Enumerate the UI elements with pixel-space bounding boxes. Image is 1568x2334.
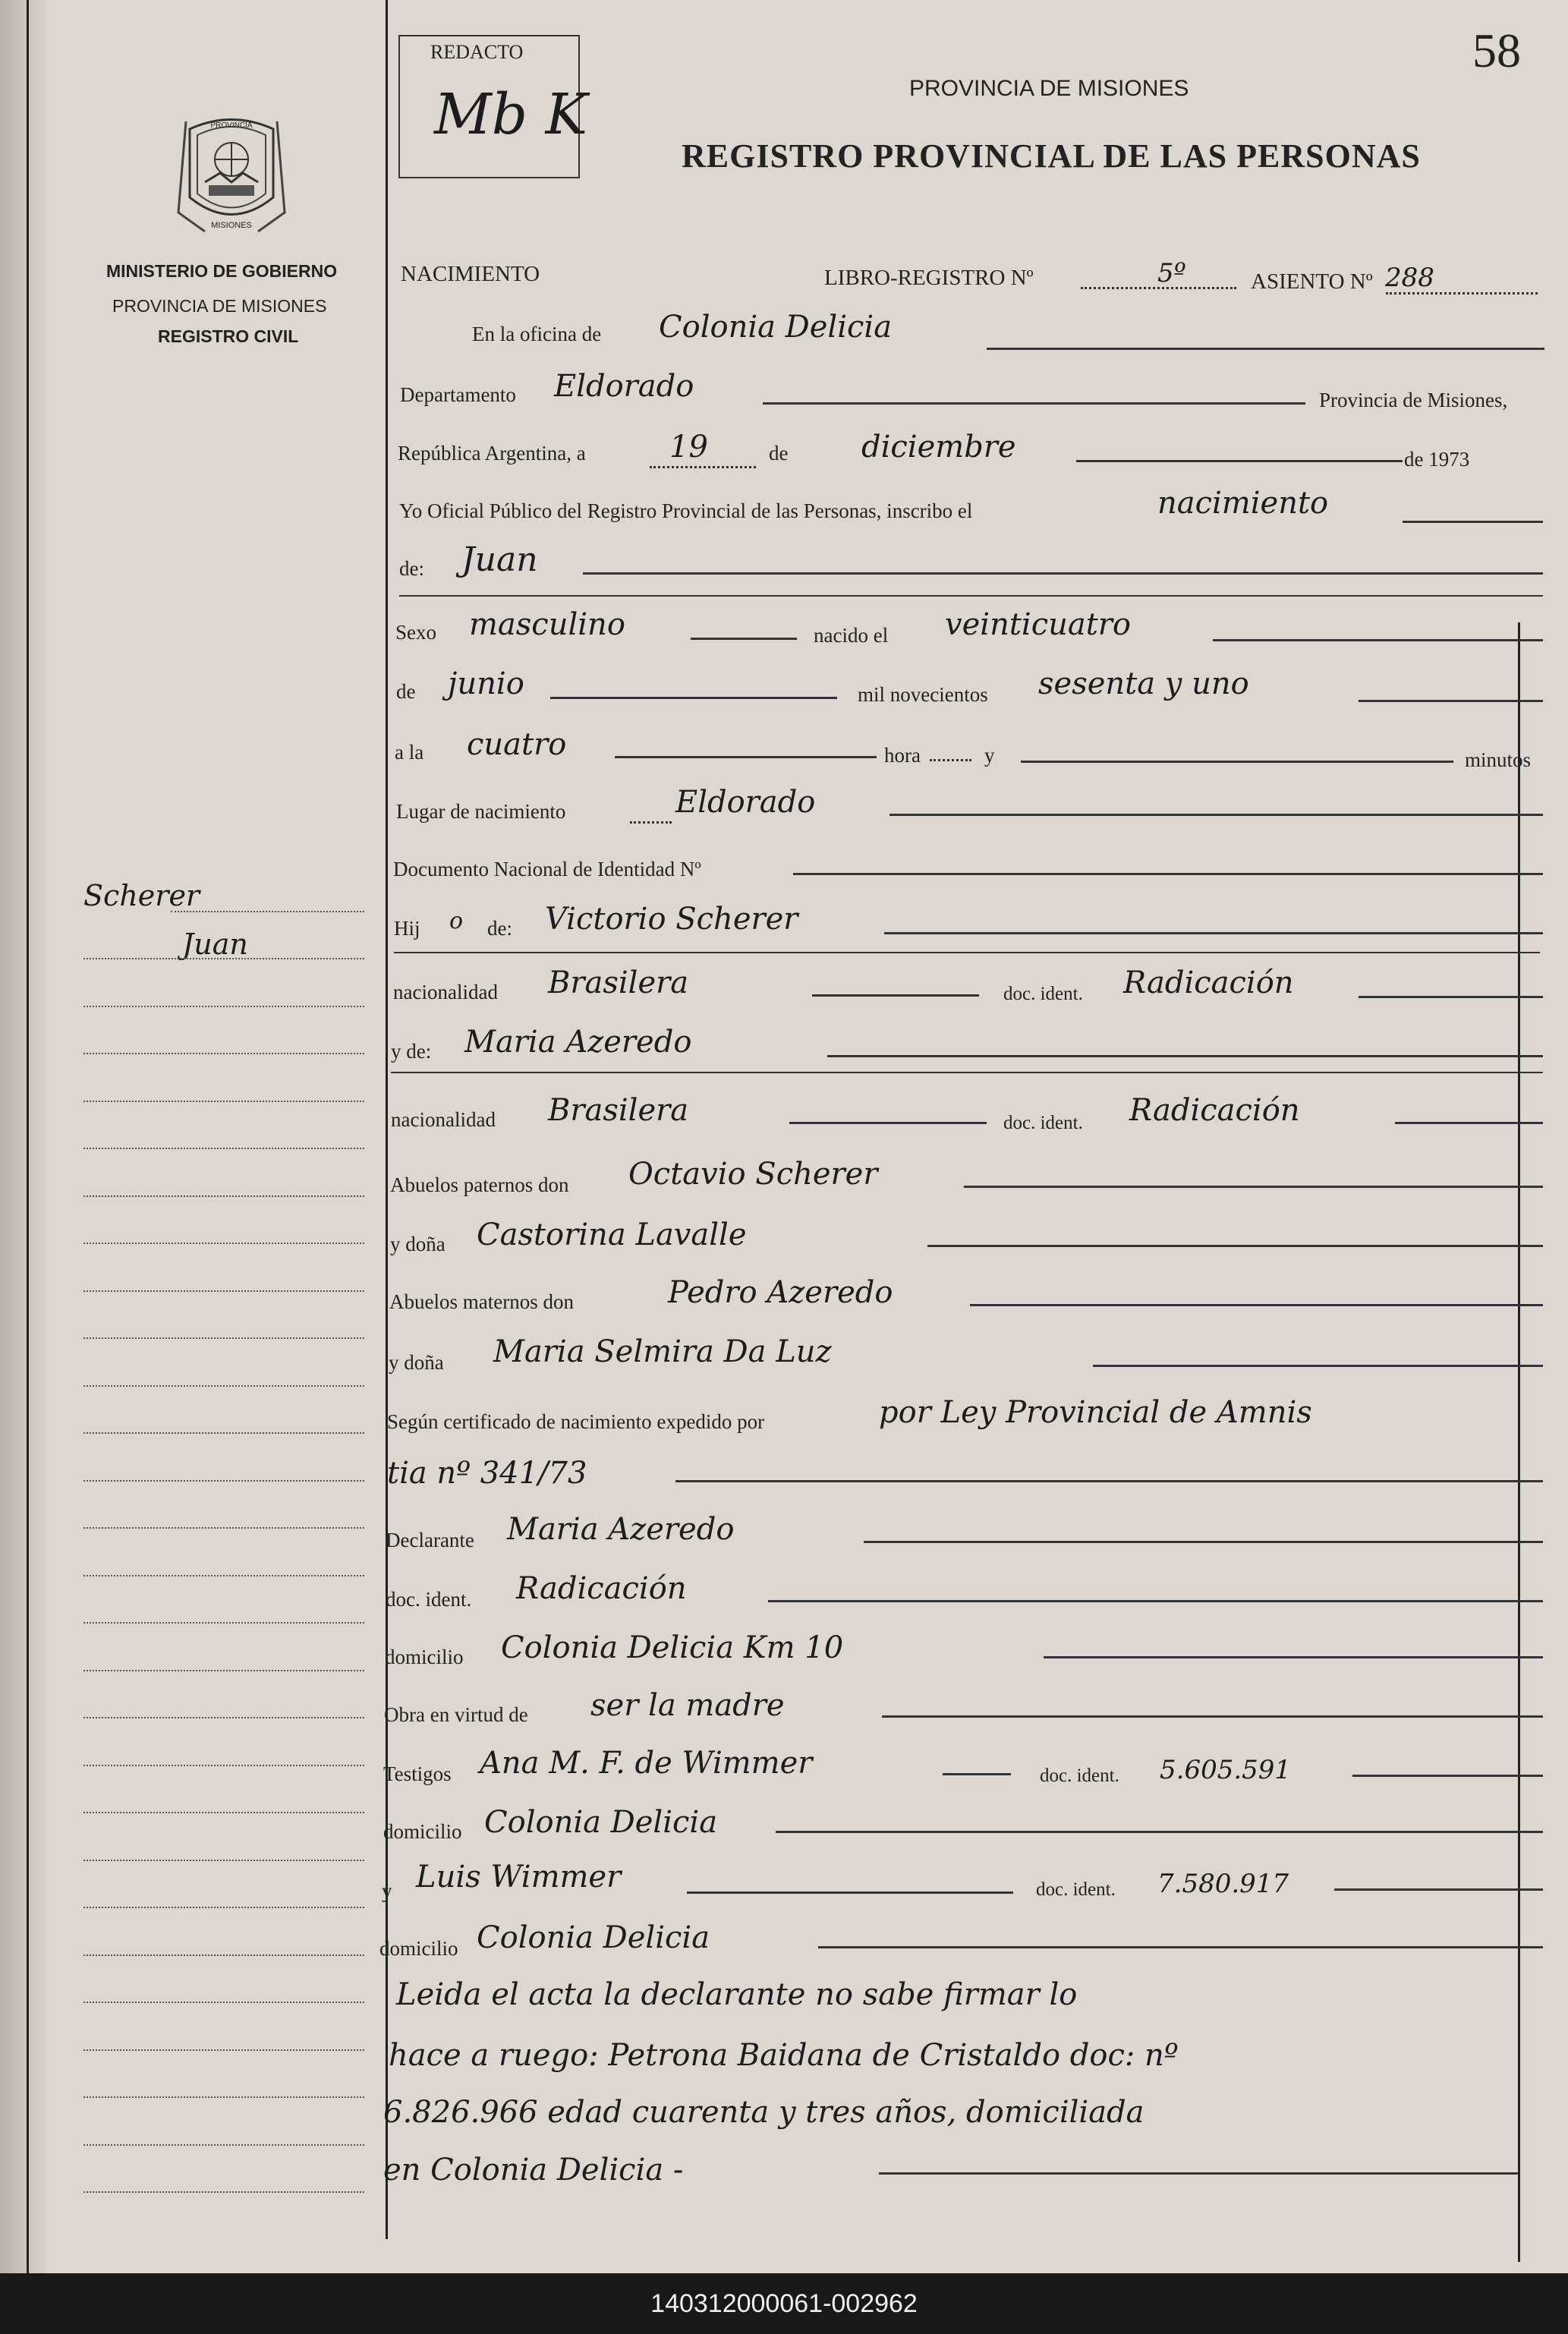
dni-label: Documento Nacional de Identidad Nº	[393, 858, 701, 880]
abuela-materna-line	[1093, 1365, 1543, 1367]
persona-line	[583, 572, 1543, 575]
republica-label: República Argentina, a	[398, 442, 586, 465]
testigo1-doc-line	[1352, 1775, 1543, 1777]
doc1-label: doc. ident.	[1003, 984, 1083, 1004]
persona-value: Juan	[461, 540, 538, 579]
padre1-value: Victorio Scherer	[545, 902, 798, 937]
declarante-doc-line	[768, 1600, 1543, 1602]
abuela-paterna-value: Castorina Lavalle	[477, 1217, 747, 1252]
a-la-label: a la	[395, 741, 424, 764]
testigo2-doc-value: 7.580.917	[1157, 1869, 1289, 1899]
margin-note-name: Juan	[182, 928, 248, 961]
sidebar-registro: REGISTRO CIVIL	[158, 326, 299, 346]
margin-note-surname: Scherer	[83, 879, 200, 912]
abuela-materna-value: Maria Selmira Da Luz	[493, 1334, 832, 1369]
y-de-label: y de:	[391, 1040, 432, 1063]
note-line-4: en Colonia Delicia -	[383, 2153, 684, 2188]
seal-top-text: PROVINCIA	[210, 121, 253, 130]
testigo2-doc-label: doc. ident.	[1036, 1879, 1116, 1900]
footer-id: 140312000061-002962	[650, 2288, 918, 2318]
margin-line	[83, 2191, 364, 2193]
margin-line	[83, 1717, 364, 1718]
mes-line	[550, 697, 837, 699]
margin-line	[83, 1290, 364, 1292]
testigo2-line	[687, 1891, 1013, 1894]
declarante-domicilio-label: domicilio	[385, 1646, 464, 1668]
doc2-line	[1395, 1122, 1543, 1124]
redacto-stamp	[398, 35, 587, 178]
nacionalidad1-value: Brasilera	[548, 965, 689, 1000]
nacionalidad2-label: nacionalidad	[391, 1108, 496, 1131]
mil-line	[1359, 700, 1543, 702]
year-label: de 1973	[1404, 448, 1470, 471]
margin-line	[83, 1337, 364, 1339]
obra-label: Obra en virtud de	[384, 1703, 528, 1726]
declarante-doc-label: doc. ident.	[386, 1588, 472, 1611]
declarante-domicilio-line	[1044, 1656, 1543, 1658]
abuelos-maternos-label: Abuelos maternos don	[389, 1290, 574, 1313]
footer-id-bar	[0, 2273, 1568, 2334]
abuelo-materno-value: Pedro Azeredo	[668, 1275, 893, 1310]
doc1-value: Radicación	[1123, 965, 1294, 1000]
margin-line	[83, 1243, 364, 1244]
sexo-label: Sexo	[395, 621, 436, 644]
day-dots	[650, 466, 756, 468]
margin-line	[83, 1622, 364, 1624]
hora-label: hora	[884, 744, 921, 767]
hijo-label: Hij	[394, 917, 420, 940]
oficina-label: En la oficina de	[472, 323, 602, 345]
mil-label: mil novecientos	[858, 683, 988, 706]
y-dona-label: y doña	[390, 1233, 446, 1255]
testigo1-domicilio-line	[776, 1831, 1543, 1833]
day-value: 19	[669, 430, 708, 465]
abuelo-materno-line	[970, 1304, 1543, 1306]
testigo2-doc-line	[1334, 1888, 1543, 1891]
obra-line	[882, 1715, 1543, 1718]
lugar-line	[889, 814, 1543, 816]
nacido-value: veinticuatro	[945, 607, 1131, 642]
minutos-line	[1021, 761, 1453, 763]
testigo1-doc-value: 5.605.591	[1160, 1755, 1292, 1785]
departamento-value: Eldorado	[554, 369, 694, 404]
margin-line	[83, 1954, 364, 1956]
abuelo-paterno-value: Octavio Scherer	[628, 1157, 878, 1192]
provincia-label: Provincia de Misiones,	[1319, 389, 1508, 411]
y-dona-label-2: y doña	[389, 1351, 444, 1374]
yo-oficial-line	[1403, 521, 1543, 523]
declarante-label: Declarante	[386, 1529, 474, 1551]
asiento-label: ASIENTO Nº	[1251, 269, 1373, 294]
margin-line	[83, 1148, 364, 1149]
padre1-line	[884, 932, 1543, 934]
sidebar-provincia: PROVINCIA DE MISIONES	[112, 296, 327, 316]
provincial-seal	[175, 106, 288, 239]
obra-value: ser la madre	[590, 1688, 785, 1723]
margin-line	[83, 1432, 364, 1434]
testigo2-domicilio-label: domicilio	[379, 1937, 458, 1960]
padre1-line-2	[394, 952, 1540, 953]
persona-line-2	[399, 595, 1543, 597]
margin-line	[83, 2049, 364, 2051]
stamp-label: REDACTO	[430, 41, 524, 63]
testigo2-domicilio-line	[818, 1946, 1543, 1948]
stamp-initials: Mb K	[434, 82, 587, 147]
nacido-label: nacido el	[814, 624, 889, 647]
lugar-dots	[630, 821, 672, 824]
segun-line	[675, 1480, 1543, 1482]
departamento-line	[763, 402, 1305, 405]
segun-value: por Ley Provincial de Amnis	[879, 1395, 1312, 1430]
margin-line	[83, 1860, 364, 1861]
nacionalidad1-line	[812, 994, 979, 997]
sexo-line	[691, 638, 797, 640]
margin-line	[83, 1765, 364, 1766]
month-value: diciembre	[861, 430, 1016, 465]
nacionalidad2-line	[789, 1122, 987, 1124]
nacionalidad1-label: nacionalidad	[393, 981, 498, 1003]
margin-line	[83, 1385, 364, 1387]
testigo2-value: Luis Wimmer	[416, 1860, 622, 1895]
oficina-line	[987, 348, 1544, 350]
nacionalidad2-value: Brasilera	[548, 1093, 689, 1128]
hora-line	[615, 756, 877, 758]
libro-value: 5º	[1157, 258, 1186, 288]
note-closing-line	[879, 2172, 1518, 2175]
segun-label: Según certificado de nacimiento expedido por	[387, 1410, 765, 1433]
hora-dots	[930, 759, 971, 761]
libro-label: LIBRO-REGISTRO Nº	[824, 266, 1034, 290]
testigo1-doc-label: doc. ident.	[1040, 1765, 1119, 1786]
note-line-2: hace a ruego: Petrona Baidana de Cristaldo doc: nº	[389, 2038, 1179, 2073]
doc2-value: Radicación	[1129, 1093, 1300, 1128]
mes-value: junio	[448, 666, 524, 701]
margin-line	[83, 1907, 364, 1908]
right-border-line	[1518, 622, 1520, 2262]
margin-line	[83, 1575, 364, 1576]
testigo1-value: Ana M. F. de Wimmer	[480, 1746, 813, 1781]
sexo-value: masculino	[469, 607, 625, 642]
declarante-value: Maria Azeredo	[507, 1512, 735, 1547]
margin-line	[83, 2096, 364, 2098]
margin-line	[83, 1527, 364, 1529]
padre2-value: Maria Azeredo	[464, 1025, 692, 1060]
mil-value: sesenta y uno	[1038, 666, 1249, 701]
yo-oficial-value: nacimiento	[1157, 486, 1329, 521]
margin-line	[83, 1053, 364, 1054]
minutos-label: minutos	[1465, 748, 1532, 771]
testigo1-domicilio-label: domicilio	[383, 1820, 462, 1843]
note-line-3: 6.826.966 edad cuarenta y tres años, domiciliada	[383, 2095, 1145, 2130]
segun-value-2: tia nº 341/73	[387, 1456, 587, 1491]
margin-line	[171, 911, 364, 912]
abuela-paterna-line	[927, 1245, 1543, 1247]
seal-emblem-icon	[175, 106, 288, 239]
declarante-line	[864, 1541, 1543, 1543]
abuelo-paterno-line	[964, 1186, 1543, 1188]
seal-bottom-text: MISIONES	[211, 221, 252, 230]
declarante-doc-value: Radicación	[516, 1571, 687, 1606]
lugar-label: Lugar de nacimiento	[396, 800, 566, 823]
padre2-line	[827, 1055, 1543, 1057]
hijo-de-label: de:	[487, 917, 512, 940]
margin-line	[83, 958, 364, 959]
column-divider-line	[386, 0, 388, 2239]
page-edge-shadow	[0, 0, 46, 2273]
oficina-value: Colonia Delicia	[659, 310, 893, 345]
asiento-value: 288	[1385, 263, 1434, 293]
y-label: y	[984, 744, 995, 767]
declarante-domicilio-value: Colonia Delicia Km 10	[501, 1630, 844, 1665]
hijo-suffix: o	[449, 908, 464, 934]
margin-line	[83, 1480, 364, 1482]
testigo1-domicilio-value: Colonia Delicia	[484, 1805, 718, 1840]
doc2-label: doc. ident.	[1003, 1113, 1083, 1133]
header-title: REGISTRO PROVINCIAL DE LAS PERSONAS	[682, 137, 1421, 175]
lugar-value: Eldorado	[675, 785, 816, 820]
de-label: de	[769, 442, 789, 465]
margin-line	[83, 2002, 364, 2003]
de-mes-label: de	[396, 680, 416, 703]
testigo1-line	[943, 1773, 1011, 1775]
abuelos-paternos-label: Abuelos paternos don	[390, 1173, 569, 1196]
note-line-1: Leida el acta la declarante no sabe firmar lo	[396, 1977, 1078, 2012]
margin-line	[83, 1812, 364, 1813]
margin-line	[83, 2144, 364, 2146]
header-province: PROVINCIA DE MISIONES	[909, 76, 1189, 101]
margin-line	[83, 1101, 364, 1102]
month-line	[1076, 460, 1403, 462]
testigo2-domicilio-value: Colonia Delicia	[477, 1920, 710, 1955]
testigos-label: Testigos	[383, 1762, 452, 1785]
margin-line	[83, 1006, 364, 1007]
departamento-label: Departamento	[400, 383, 516, 406]
margin-line	[83, 1670, 364, 1671]
padre2-line-2	[391, 1072, 1543, 1073]
nacido-line	[1213, 639, 1543, 641]
sidebar-ministerio: MINISTERIO DE GOBIERNO	[106, 261, 338, 281]
persona-label: de:	[399, 557, 424, 580]
margin-line	[83, 1195, 364, 1197]
y-testigo-label: y	[382, 1879, 392, 1902]
hora-value: cuatro	[467, 727, 567, 762]
page-number: 58	[1472, 24, 1521, 77]
doc1-line	[1359, 996, 1543, 998]
left-border-line	[27, 0, 29, 2273]
form-type-label: NACIMIENTO	[401, 262, 540, 286]
yo-oficial-label: Yo Oficial Público del Registro Provincial de las Personas, inscribo el	[399, 499, 973, 522]
dni-line	[793, 873, 1543, 875]
